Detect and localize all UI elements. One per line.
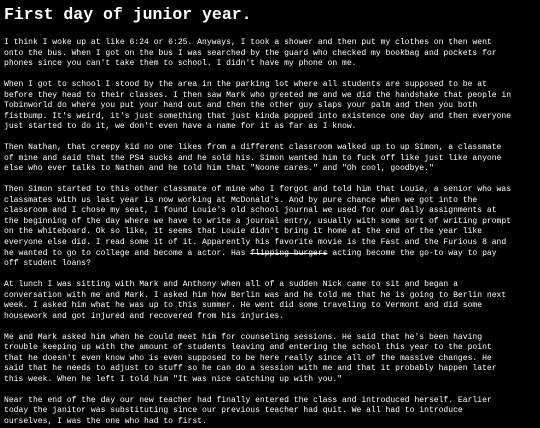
paragraph-counseling: Me and Mark asked him when he could meet him for counseling sessions. He said that he's been having trouble keeping up with the amount of students leaving and entering the school this year to the point that he doesn't even know who is even supposed to be here really since all of the massive changes. He said that he needs to adjust to stuff so he can do a session with me and that it probably happen later this week. When he left I told him "It was nice catching up with you."	[4, 332, 497, 384]
paragraph-new-teacher: Near the end of the day our new teacher had finally entered the class and introduced herself. Earlier today the janitor was substituting since our previous teacher had quit. We all had to introduce ourselves, I was the one who had to first.	[4, 395, 492, 426]
paragraph-lunch: At lunch I was sitting with Mark and Anthony when all of a sudden Nick came to sit and began a conversation with me and Mark. I asked him how Berlin was and he told me that he is going to Berlin next week. I asked him what he was up to this summer. He went did some traveling to Vermont and did some housework and got injured and recovered from his injuries.	[4, 280, 507, 321]
page-title: First day of junior year.	[4, 5, 252, 24]
paragraph-louie-text: Then Simon started to this other classmate of mine who I forgot and told him that Louie, a senior who was classmates with us last year is now working at McDonald's. And by pure chance when we got into the classroom and I chose my seat, I found Louie's old school journal we used for our daily assignments at the beginning of the day where we have to write a journal entry, usually with some sort of writing prompt on the whiteboard. Ok so like, it seems that Louie didn't bring it home at the end of the year like everyone else did. I read some it of it. Apparently his favorite movie is the Fast and the Furious 8 and he wanted to go to college and become a actor. Has	[4, 185, 512, 258]
paragraph-morning: I think I woke up at like 6:24 or 6:25. Anyways, I took a shower and then put my clothes on then went onto the bus. When I got on the bus I was searched by the guard who checked my bookbag and pockets for phones since you can't take them to school. I didn't have my phone on me.	[4, 38, 497, 69]
paragraph-parking-lot: When I got to school I stood by the area in the parking lot where all students are supposed to be at before they head to their classes. I then saw Mark who greeted me and we did the handshake that people in Tobinworld do where you put your hand out and then the other guy slaps your palm and then you both fistbump. It's weird, it's just something that just kinda popped into existence one day and then everyone just started to do it, we don't even have a name for it as far as I know.	[4, 79, 512, 132]
paragraph-louie-ending: acting become the go-to way to pay off student loans?	[4, 248, 497, 269]
paragraph-nathan: Then Nathan, that creepy kid no one likes from a different classroom walked up to up Simon, a classmate of mine and said that the PS4 sucks and he sold his. Simon wanted him to fuck off like just like anyone else who ever talks to Nathan and he told him that "Noone cares." and "Oh cool, goodbye."	[4, 143, 502, 174]
strikethrough-text: flipping burgers	[250, 248, 328, 258]
paragraph-louie-journal	[4, 185, 538, 270]
